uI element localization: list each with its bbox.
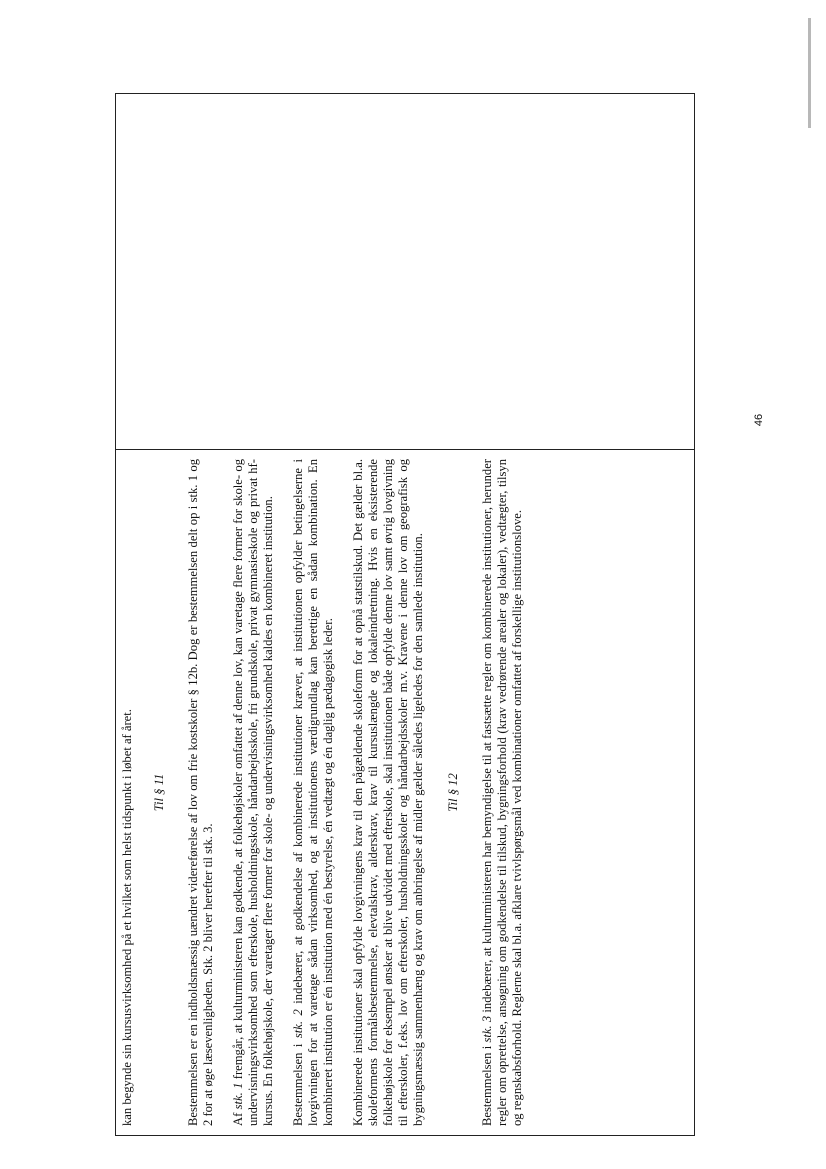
paragraph: Bestemmelsen er en indholdsmæssig uændret videreførelse af lov om frie kostskoler § 12b. Dog er bestemmelsen delt op i stk. 1 og 2 for at øge læsevenligheden. Stk. 2 bliver herefter til stk. 3. [186, 459, 215, 1126]
remarks-column [116, 450, 695, 1136]
rotated-page-content [115, 96, 695, 1136]
margin-mark [808, 18, 811, 128]
top-line: kan begynde sin kursusvirksomhed på et hvilket som helst tidspunkt i løbet af året. [120, 709, 134, 1126]
paragraph: Kombinerede institutioner skal opfylde lovgivningens krav til den pågældende skoleform for at opnå statstilskud. Det gælder bl.a. skoleformens formålsbestemmelse, elevtalskrav, alderskrav, krav til kursuslængde og lokaleindretning. Hvis en eksisterende folkehøjskole for eksempel ønsker at blive udvidet med efterskole, skal institutionen både opfylde denne lov samt øvrig lovgivning til efterskoler, f.eks. lov om efterskoler, husholdningsskoler og håndarbejdsskoler m.v. Kravene i denne lov om geografisk og bygningsmæssig sammenhæng og krav om anbringelse af midler gælder således ligeledes for den samlede institution. [351, 459, 425, 1126]
paragraph: Bestemmelsen i stk. 3 indebærer, at kulturministeren har bemyndigelse til at fastsætte regler om kombinerede institutioner, herunder regler om oprettelse, ansøgning om godkendelse til tilskud, bygningsforhold (krav vedrørende arealer og lokaler), vedtægter, tilsyn og regnskabsforhold. Reglerne skal bl.a. afklare tvivlspørgsmål ved kombinationer omfattet af forskellige institutionslove. [480, 459, 524, 1126]
paragraph: Bestemmelsen i stk. 2 indebærer, at godkendelse af kombinerede institutioner kræver, at institutionen opfylder betingelserne i lovgivningen for at varetage sådan virksomhed, og at institutionens værdigrundlag kan berettige en sådan kombination. En kombineret institution er én institution med én bestyrelse, én vedtægt og én daglig pædagogisk leder. [291, 459, 335, 1126]
section-heading-11: Til § 11 [152, 773, 166, 812]
document-table [115, 93, 695, 1136]
section-heading-12: Til § 12 [446, 773, 460, 812]
empty-column [116, 94, 695, 450]
paragraph: Af stk. 1 fremgår, at kulturministeren kan godkende, at folkehøjskoler omfattet af denne lov, kan varetage flere former for skole- og undervisningsvirksomhed som efterskole, husholdningsskole, håndarbejdsskole, fri grundskole, privat gymnasieskole og privat hf-kursus. En folkehøjskole, der varetager flere former for skole- og undervisningsvirksomhed kaldes en kombineret institution. [231, 459, 275, 1126]
page-number: 46 [753, 413, 765, 427]
